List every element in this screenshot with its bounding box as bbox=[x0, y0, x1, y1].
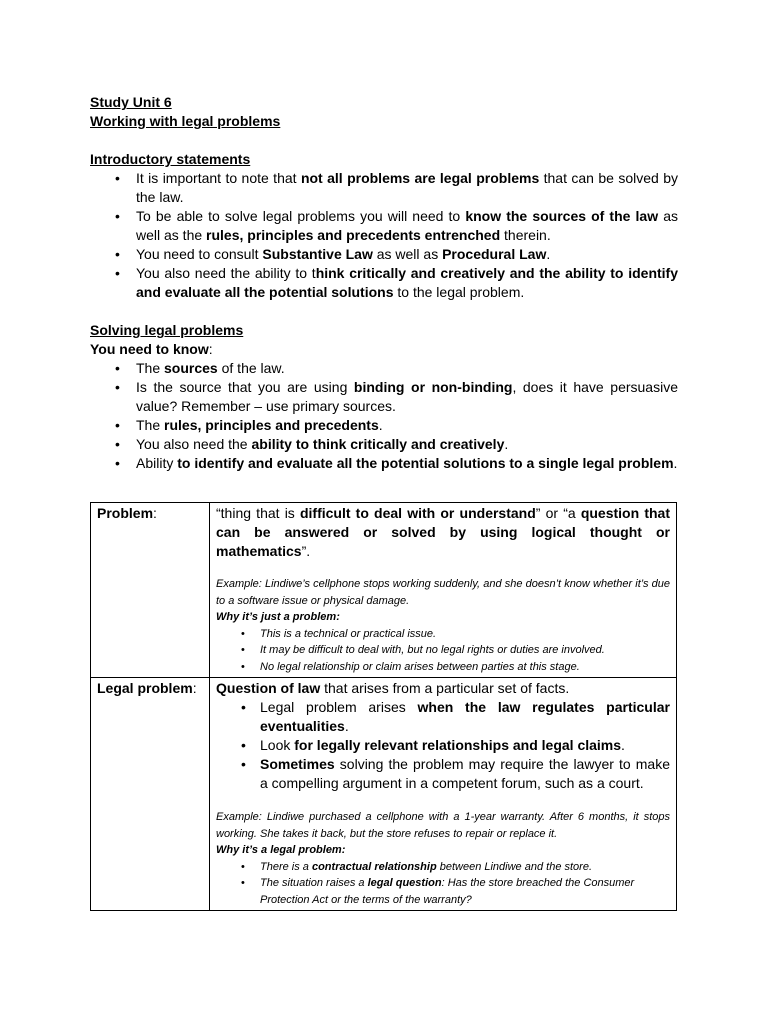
list-item: • The situation raises a legal question: Has the store breached the Consumer Protection Act or the terms of the warranty? bbox=[216, 875, 670, 908]
legal-problem-label-cell: Legal problem: bbox=[91, 678, 210, 911]
table-row bbox=[91, 678, 677, 911]
intro-heading: Introductory statements bbox=[90, 151, 251, 167]
list-item: • Is the source that you are using binding or non-binding, does it have persuasive value? Remember – use primary sources. bbox=[90, 378, 678, 416]
problem-example: Example: Lindiwe’s cellphone stops working suddenly, and she doesn’t know whether it’s due to a software issue or physical damage. bbox=[216, 578, 670, 607]
problem-label-cell: Problem: bbox=[91, 503, 210, 678]
problem-comparison-table bbox=[90, 502, 677, 911]
list-item: • Look for legally relevant relationships and legal claims. bbox=[216, 736, 670, 755]
list-item: • Legal problem arises when the law regulates particular eventualities. bbox=[216, 698, 670, 736]
problem-description-cell bbox=[210, 503, 677, 678]
list-item: • It is important to note that not all problems are legal problems that can be solved by the law. bbox=[90, 169, 678, 207]
list-item: • To be able to solve legal problems you will need to know the sources of the law as well as the rules, principles and precedents entrenched therein. bbox=[90, 207, 678, 245]
intro-list bbox=[90, 169, 678, 302]
legal-problem-why-heading: Why it’s a legal problem: bbox=[216, 844, 346, 856]
solving-list bbox=[90, 359, 678, 473]
need-to-know-line: You need to know: bbox=[90, 341, 213, 357]
list-item: • Ability to identify and evaluate all the potential solutions to a single legal problem. bbox=[90, 454, 678, 473]
document-content bbox=[90, 93, 678, 911]
legal-problem-intro: Question of law that arises from a particular set of facts. bbox=[216, 680, 570, 696]
legal-problem-description-cell bbox=[210, 678, 677, 911]
problem-points-list bbox=[216, 626, 670, 676]
page-title: Working with legal problems bbox=[90, 113, 281, 129]
list-item: • The sources of the law. bbox=[90, 359, 678, 378]
list-item: • You also need the ability to think critically and creatively. bbox=[90, 435, 678, 454]
legal-problem-points-list bbox=[216, 859, 670, 909]
solving-heading: Solving legal problems bbox=[90, 322, 244, 338]
list-item: • This is a technical or practical issue. bbox=[216, 626, 670, 643]
legal-problem-list bbox=[216, 698, 670, 793]
list-item: • Sometimes solving the problem may require the lawyer to make a compelling argument in a competent forum, such as a court. bbox=[216, 755, 670, 793]
list-item: • It may be difficult to deal with, but no legal rights or duties are involved. bbox=[216, 642, 670, 659]
study-unit-label: Study Unit 6 bbox=[90, 94, 172, 110]
list-item: • No legal relationship or claim arises between parties at this stage. bbox=[216, 659, 670, 676]
legal-problem-example: Example: Lindiwe purchased a cellphone with a 1-year warranty. After 6 months, it stops working. She takes it back, but the store refuses to repair or replace it. bbox=[216, 811, 670, 840]
problem-definition: “thing that is difficult to deal with or understand” or “a question that can be answered or solved by using logical thought or mathematics”. bbox=[216, 505, 670, 559]
list-item: • You also need the ability to think critically and creatively and the ability to identify and evaluate all the potential solutions to the legal problem. bbox=[90, 264, 678, 302]
list-item: • There is a contractual relationship between Lindiwe and the store. bbox=[216, 859, 670, 876]
table-row bbox=[91, 503, 677, 678]
problem-why-heading: Why it’s just a problem: bbox=[216, 611, 340, 623]
list-item: • You need to consult Substantive Law as well as Procedural Law. bbox=[90, 245, 678, 264]
list-item: • The rules, principles and precedents. bbox=[90, 416, 678, 435]
